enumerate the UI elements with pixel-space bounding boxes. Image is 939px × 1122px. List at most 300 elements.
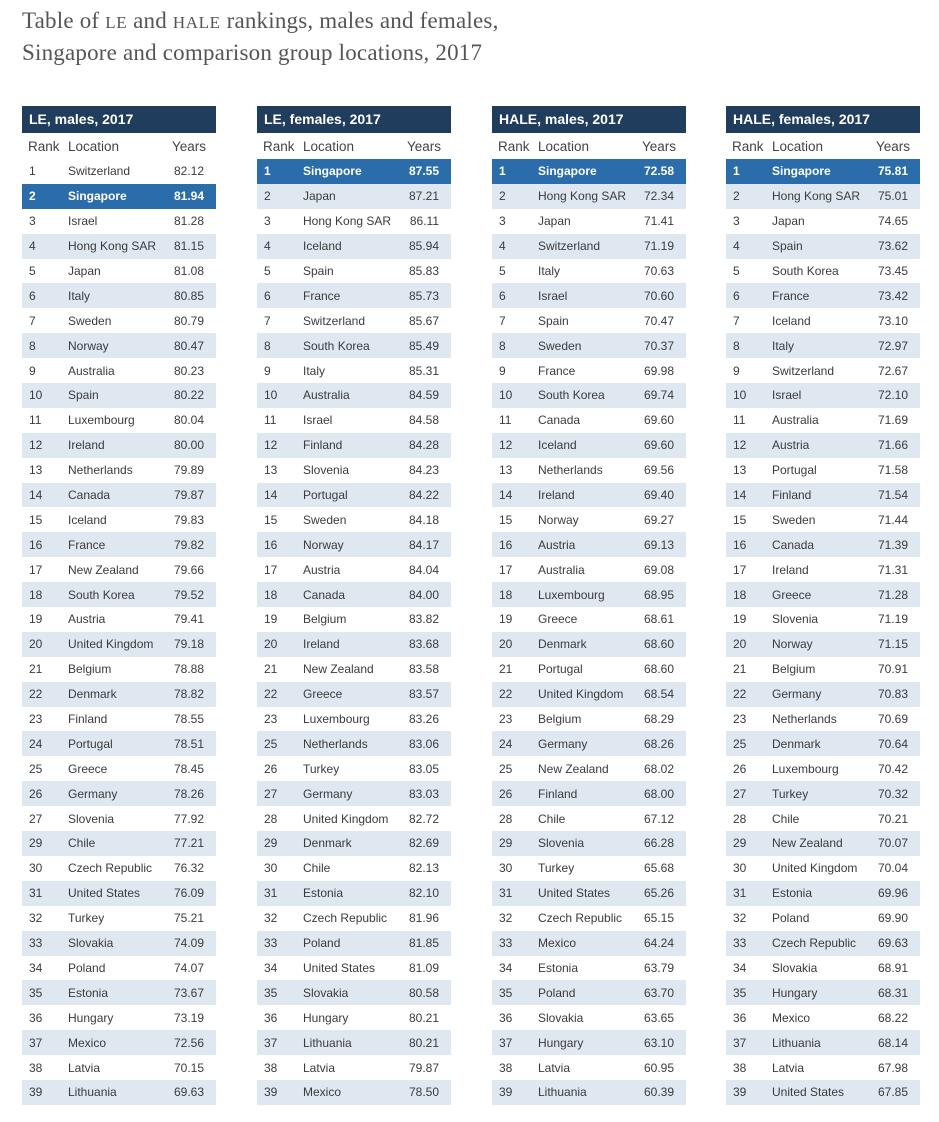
- location-cell: Belgium: [538, 712, 582, 727]
- table-row: [726, 557, 920, 582]
- table-row: [492, 433, 686, 458]
- rank-cell: 34: [499, 960, 513, 975]
- table-row: [257, 881, 451, 906]
- location-cell: Japan: [303, 189, 336, 204]
- rank-cell: 34: [733, 960, 747, 975]
- years-cell: 72.67: [877, 363, 908, 378]
- table-row: [492, 781, 686, 806]
- rank-cell: 28: [733, 811, 747, 826]
- title-text: and: [127, 8, 173, 33]
- years-cell: 72.58: [643, 164, 674, 179]
- rank-cell: 7: [264, 313, 271, 328]
- table-row: [22, 1030, 216, 1055]
- years-cell: 83.58: [408, 662, 439, 677]
- years-cell: 69.74: [643, 388, 674, 403]
- rank-cell: 16: [29, 537, 43, 552]
- rank-cell: 30: [733, 861, 747, 876]
- years-cell: 82.69: [408, 836, 439, 851]
- table-heading: LE, females, 2017: [257, 106, 451, 133]
- location-cell: Norway: [303, 537, 344, 552]
- location-cell: France: [538, 363, 576, 378]
- years-cell: 81.94: [173, 189, 204, 204]
- table-row: [257, 657, 451, 682]
- years-cell: 71.44: [877, 512, 908, 527]
- column-header-location: Location: [303, 138, 355, 154]
- table-row: [22, 881, 216, 906]
- table-row: [257, 632, 451, 657]
- table-row: [257, 731, 451, 756]
- years-cell: 84.22: [408, 488, 439, 503]
- table-row: [22, 980, 216, 1005]
- rank-cell: 39: [29, 1085, 43, 1100]
- location-cell: Italy: [538, 264, 561, 278]
- table-row: [492, 408, 686, 433]
- rank-cell: 23: [499, 712, 513, 727]
- location-cell: Poland: [303, 936, 341, 951]
- rank-cell: 3: [264, 214, 271, 229]
- rank-cell: 13: [264, 463, 278, 478]
- rank-cell: 29: [264, 836, 278, 851]
- rank-cell: 37: [499, 1035, 513, 1050]
- column-header-rank: Rank: [498, 138, 530, 154]
- rank-cell: 28: [264, 811, 278, 826]
- location-cell: Japan: [772, 214, 805, 229]
- years-cell: 83.06: [408, 736, 439, 751]
- table-row: [492, 1055, 686, 1080]
- location-cell: Italy: [303, 363, 326, 378]
- table-row: [492, 234, 686, 259]
- rank-cell: 9: [733, 363, 740, 378]
- rank-cell: 4: [264, 239, 271, 254]
- location-cell: South Korea: [68, 587, 135, 602]
- table-hale-males: [492, 106, 686, 1105]
- title-abbr-hale: HALE: [172, 13, 221, 32]
- table-row: [22, 781, 216, 806]
- years-cell: 84.28: [408, 438, 439, 453]
- years-cell: 66.28: [643, 836, 674, 851]
- location-cell: Canada: [538, 413, 581, 428]
- years-cell: 67.85: [877, 1085, 908, 1100]
- table-row: [22, 756, 216, 781]
- years-cell: 74.65: [877, 214, 908, 229]
- location-cell: Finland: [303, 438, 343, 453]
- location-cell: Denmark: [538, 637, 587, 652]
- location-cell: Netherlands: [538, 463, 603, 478]
- location-cell: Iceland: [772, 313, 811, 328]
- table-row: [257, 458, 451, 483]
- location-cell: United Kingdom: [303, 811, 389, 826]
- years-cell: 84.17: [408, 537, 439, 552]
- location-cell: Germany: [303, 786, 353, 801]
- rank-cell: 18: [29, 587, 43, 602]
- table-row: [257, 483, 451, 508]
- table-row: [492, 657, 686, 682]
- location-cell: Estonia: [538, 960, 579, 975]
- rank-cell: 4: [29, 239, 36, 254]
- years-cell: 80.21: [408, 1035, 439, 1050]
- location-cell: Belgium: [772, 662, 816, 677]
- rank-cell: 18: [264, 587, 278, 602]
- rank-cell: 26: [264, 761, 278, 776]
- location-cell: Luxembourg: [68, 413, 135, 428]
- years-cell: 78.50: [408, 1085, 439, 1100]
- location-cell: Czech Republic: [68, 861, 153, 876]
- table-heading: HALE, males, 2017: [492, 106, 686, 133]
- location-cell: United States: [538, 886, 611, 901]
- rank-cell: 2: [733, 189, 740, 204]
- location-cell: Chile: [303, 861, 331, 876]
- years-cell: 82.12: [173, 164, 204, 179]
- table-row: [22, 557, 216, 582]
- rank-cell: 10: [264, 388, 278, 403]
- years-cell: 79.87: [408, 1060, 439, 1075]
- rank-cell: 39: [264, 1085, 278, 1100]
- rank-cell: 31: [264, 886, 278, 901]
- rank-cell: 38: [29, 1060, 43, 1075]
- rank-cell: 25: [264, 736, 278, 751]
- years-cell: 83.05: [408, 761, 439, 776]
- location-cell: Ireland: [772, 562, 809, 577]
- table-row: [492, 607, 686, 632]
- column-header-row: [492, 133, 686, 159]
- location-cell: Singapore: [68, 189, 127, 204]
- rank-cell: 19: [499, 612, 513, 627]
- location-cell: Singapore: [538, 164, 597, 179]
- table-row: [726, 283, 920, 308]
- location-cell: Netherlands: [772, 712, 837, 727]
- table-row: [257, 234, 451, 259]
- rank-cell: 2: [264, 189, 271, 204]
- years-cell: 79.52: [173, 587, 204, 602]
- rank-cell: 15: [733, 512, 747, 527]
- years-cell: 77.92: [173, 811, 204, 826]
- title-line-2: Singapore and comparison group locations, 2017: [22, 40, 483, 65]
- rank-cell: 4: [499, 239, 506, 254]
- table-row: [492, 507, 686, 532]
- years-cell: 70.64: [877, 736, 908, 751]
- rank-cell: 15: [499, 512, 513, 527]
- rank-cell: 13: [29, 463, 43, 478]
- location-cell: Turkey: [303, 761, 340, 776]
- rank-cell: 5: [733, 264, 740, 278]
- years-cell: 81.09: [408, 960, 439, 975]
- years-cell: 82.72: [408, 811, 439, 826]
- location-cell: Belgium: [68, 662, 112, 677]
- location-cell: Chile: [772, 811, 800, 826]
- location-cell: United States: [772, 1085, 845, 1100]
- rank-cell: 6: [29, 288, 36, 303]
- location-cell: Hungary: [68, 1010, 114, 1025]
- years-cell: 71.19: [643, 239, 674, 254]
- years-cell: 71.39: [877, 537, 908, 552]
- location-cell: Mexico: [772, 1010, 811, 1025]
- location-cell: Iceland: [538, 438, 577, 453]
- table-row: [257, 1005, 451, 1030]
- rank-cell: 6: [733, 288, 740, 303]
- rank-cell: 23: [29, 712, 43, 727]
- table-row: [726, 756, 920, 781]
- table-row: [726, 607, 920, 632]
- location-cell: Germany: [772, 687, 822, 702]
- table-row: [257, 781, 451, 806]
- years-cell: 71.69: [877, 413, 908, 428]
- rank-cell: 39: [733, 1085, 747, 1100]
- location-cell: Iceland: [68, 512, 107, 527]
- table-row: [492, 582, 686, 607]
- years-cell: 73.10: [877, 313, 908, 328]
- column-header-location: Location: [68, 138, 120, 154]
- location-cell: Slovakia: [538, 1010, 584, 1025]
- rank-cell: 30: [29, 861, 43, 876]
- table-row: [22, 707, 216, 732]
- table-row: [492, 806, 686, 831]
- rank-cell: 10: [29, 388, 43, 403]
- table-row: [22, 433, 216, 458]
- years-cell: 63.65: [643, 1010, 674, 1025]
- years-cell: 69.56: [643, 463, 674, 478]
- table-row: [726, 1030, 920, 1055]
- rank-cell: 22: [29, 687, 43, 702]
- years-cell: 70.63: [643, 264, 674, 278]
- table-row: [726, 632, 920, 657]
- years-cell: 70.42: [877, 761, 908, 776]
- location-cell: Turkey: [538, 861, 575, 876]
- location-cell: Portugal: [772, 463, 817, 478]
- table-row: [492, 259, 686, 284]
- title-text: Table of: [22, 8, 106, 33]
- location-cell: Denmark: [68, 687, 117, 702]
- rank-cell: 3: [499, 214, 506, 229]
- years-cell: 87.55: [408, 164, 439, 179]
- rank-cell: 29: [733, 836, 747, 851]
- location-cell: Switzerland: [303, 313, 366, 328]
- table-row: [492, 358, 686, 383]
- table-row: [492, 333, 686, 358]
- location-cell: Iceland: [303, 239, 342, 254]
- years-cell: 70.21: [877, 811, 908, 826]
- rank-cell: 39: [499, 1085, 513, 1100]
- rank-cell: 1: [733, 164, 740, 179]
- location-cell: Singapore: [772, 164, 831, 179]
- rank-cell: 14: [499, 488, 513, 503]
- years-cell: 76.32: [173, 861, 204, 876]
- rank-cell: 15: [29, 512, 43, 527]
- years-cell: 65.26: [643, 886, 674, 901]
- location-cell: Turkey: [68, 911, 105, 926]
- table-row: [22, 358, 216, 383]
- rank-cell: 4: [733, 239, 740, 254]
- years-cell: 79.83: [173, 512, 204, 527]
- years-cell: 68.00: [643, 786, 674, 801]
- years-cell: 68.14: [877, 1035, 908, 1050]
- location-cell: Luxembourg: [772, 761, 839, 776]
- years-cell: 83.03: [408, 786, 439, 801]
- rank-cell: 9: [264, 363, 271, 378]
- location-cell: Germany: [538, 736, 588, 751]
- rank-cell: 6: [499, 288, 506, 303]
- table-row: [492, 632, 686, 657]
- column-header-years: Years: [641, 138, 676, 154]
- years-cell: 84.00: [408, 587, 439, 602]
- table-row: [726, 234, 920, 259]
- rank-cell: 26: [29, 786, 43, 801]
- rank-cell: 32: [499, 911, 513, 926]
- rank-cell: 38: [499, 1060, 513, 1075]
- years-cell: 85.94: [408, 239, 439, 254]
- table-row: [492, 159, 686, 184]
- rank-cell: 16: [733, 537, 747, 552]
- rank-cell: 21: [499, 662, 513, 677]
- table-row: [257, 383, 451, 408]
- table-row: [22, 856, 216, 881]
- rank-cell: 35: [499, 985, 513, 1000]
- table-row: [726, 707, 920, 732]
- years-cell: 80.23: [173, 363, 204, 378]
- years-cell: 84.18: [408, 512, 439, 527]
- table-row: [22, 931, 216, 956]
- title-line-1: [22, 6, 499, 38]
- years-cell: 63.70: [643, 985, 674, 1000]
- table-row: [726, 956, 920, 981]
- table-row: [257, 557, 451, 582]
- years-cell: 83.26: [408, 712, 439, 727]
- rank-cell: 11: [29, 413, 42, 428]
- rank-cell: 15: [264, 512, 278, 527]
- years-cell: 60.95: [643, 1060, 674, 1075]
- years-cell: 83.57: [408, 687, 439, 702]
- years-cell: 65.68: [643, 861, 674, 876]
- years-cell: 83.82: [408, 612, 439, 627]
- location-cell: Ireland: [538, 488, 575, 503]
- years-cell: 85.31: [408, 363, 439, 378]
- years-cell: 69.60: [643, 413, 674, 428]
- location-cell: Mexico: [538, 936, 577, 951]
- column-header-rank: Rank: [732, 138, 764, 154]
- location-cell: Spain: [303, 264, 334, 278]
- location-cell: Israel: [68, 214, 98, 229]
- table-row: [492, 756, 686, 781]
- location-cell: Hong Kong SAR: [303, 214, 392, 229]
- rank-cell: 14: [733, 488, 747, 503]
- rank-cell: 13: [733, 463, 747, 478]
- years-cell: 79.87: [173, 488, 204, 503]
- table-row: [22, 383, 216, 408]
- location-cell: Greece: [772, 587, 812, 602]
- rank-cell: 11: [499, 413, 512, 428]
- rank-cell: 5: [499, 264, 506, 278]
- location-cell: Denmark: [772, 736, 821, 751]
- location-cell: New Zealand: [303, 662, 374, 677]
- column-header-rank: Rank: [263, 138, 295, 154]
- rank-cell: 26: [499, 786, 513, 801]
- rank-cell: 16: [264, 537, 278, 552]
- location-cell: Greece: [303, 687, 343, 702]
- location-cell: Portugal: [303, 488, 348, 503]
- location-cell: United States: [68, 886, 141, 901]
- years-cell: 80.79: [173, 313, 204, 328]
- rank-cell: 2: [499, 189, 506, 204]
- years-cell: 85.49: [408, 338, 439, 353]
- location-cell: Estonia: [772, 886, 813, 901]
- table-row: [726, 483, 920, 508]
- location-cell: South Korea: [303, 338, 370, 353]
- years-cell: 80.58: [408, 985, 439, 1000]
- years-cell: 73.19: [173, 1010, 204, 1025]
- table-row: [257, 831, 451, 856]
- table-row: [22, 906, 216, 931]
- location-cell: Austria: [538, 537, 576, 552]
- location-cell: Finland: [772, 488, 812, 503]
- table-row: [22, 682, 216, 707]
- table-row: [22, 234, 216, 259]
- rank-cell: 22: [499, 687, 513, 702]
- years-cell: 71.66: [877, 438, 908, 453]
- location-cell: Slovenia: [303, 463, 350, 478]
- rank-cell: 35: [29, 985, 43, 1000]
- location-cell: Australia: [303, 388, 350, 403]
- rank-cell: 8: [499, 338, 506, 353]
- location-cell: Austria: [303, 562, 341, 577]
- years-cell: 80.47: [173, 338, 204, 353]
- column-header-years: Years: [875, 138, 910, 154]
- location-cell: Sweden: [772, 512, 816, 527]
- table-heading: LE, males, 2017: [22, 106, 216, 133]
- title-text: rankings, males and females,: [220, 8, 499, 33]
- location-cell: Poland: [538, 985, 576, 1000]
- years-cell: 60.39: [643, 1085, 674, 1100]
- location-cell: Poland: [68, 960, 106, 975]
- years-cell: 68.02: [643, 761, 674, 776]
- table-row: [726, 184, 920, 209]
- table-row: [257, 1080, 451, 1105]
- years-cell: 87.21: [408, 189, 439, 204]
- table-row: [22, 1005, 216, 1030]
- years-cell: 70.07: [877, 836, 908, 851]
- rank-cell: 20: [733, 637, 747, 652]
- location-cell: Norway: [538, 512, 579, 527]
- years-cell: 80.04: [173, 413, 204, 428]
- rank-cell: 9: [499, 363, 506, 378]
- location-cell: Ireland: [303, 637, 340, 652]
- rank-cell: 22: [264, 687, 278, 702]
- rank-cell: 29: [29, 836, 43, 851]
- table-row: [257, 283, 451, 308]
- years-cell: 72.34: [643, 189, 674, 204]
- rank-cell: 27: [264, 786, 278, 801]
- table-row: [726, 209, 920, 234]
- rank-cell: 11: [264, 413, 277, 428]
- years-cell: 63.10: [643, 1035, 674, 1050]
- years-cell: 69.96: [877, 886, 908, 901]
- rank-cell: 12: [499, 438, 513, 453]
- years-cell: 68.29: [643, 712, 674, 727]
- table-row: [22, 1055, 216, 1080]
- location-cell: Canada: [772, 537, 815, 552]
- location-cell: New Zealand: [538, 761, 609, 776]
- years-cell: 85.73: [408, 288, 439, 303]
- table-row: [257, 333, 451, 358]
- rank-cell: 24: [29, 736, 43, 751]
- location-cell: Latvia: [303, 1060, 336, 1075]
- years-cell: 68.22: [877, 1010, 908, 1025]
- table-row: [492, 1080, 686, 1105]
- table-row: [257, 308, 451, 333]
- table-row: [257, 906, 451, 931]
- location-cell: Turkey: [772, 786, 809, 801]
- rank-cell: 21: [733, 662, 747, 677]
- table-row: [492, 831, 686, 856]
- rank-cell: 32: [733, 911, 747, 926]
